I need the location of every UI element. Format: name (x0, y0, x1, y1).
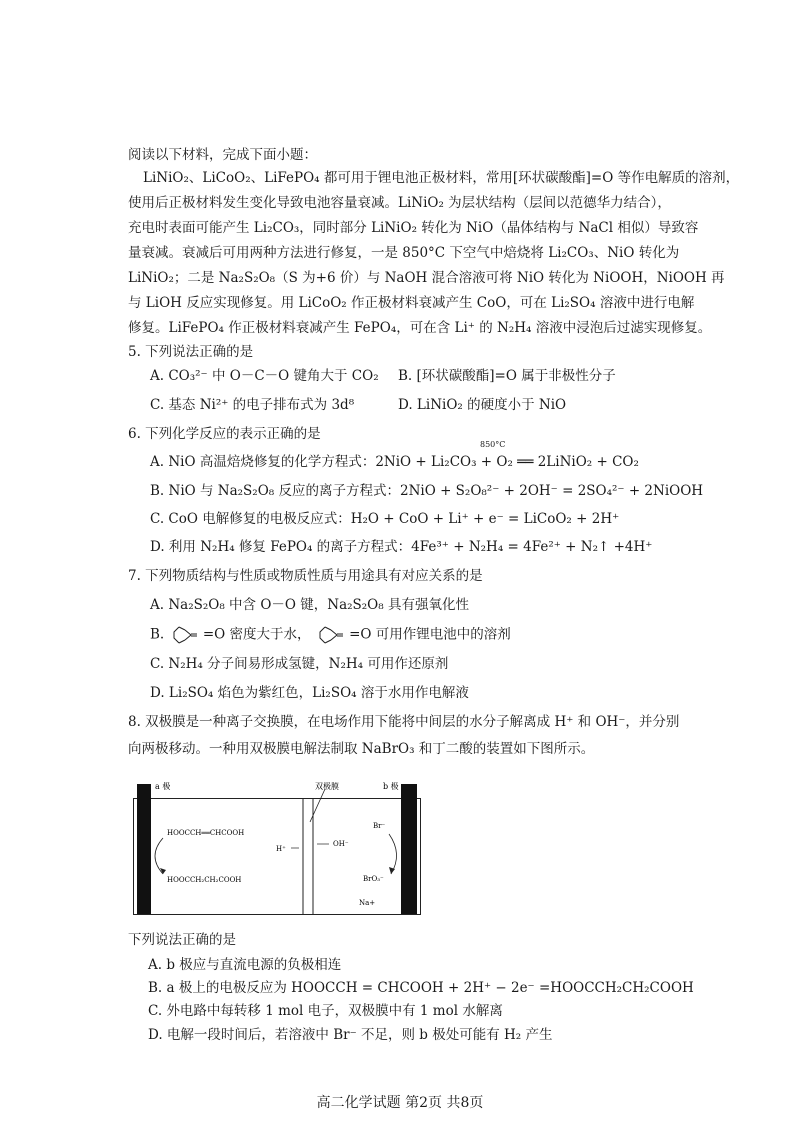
q6-option-d: D. 利用 N₂H₄ 修复 FePO₄ 的离子方程式：4Fe³⁺ + N₂H₄ = 4Fe²⁺ + N₂↑ +4H⁺ (150, 539, 653, 555)
bromate-label: BrO₃⁻ (363, 875, 384, 883)
bromide-label: Br⁻ (373, 822, 386, 830)
q5-option-c: C. 基态 Ni²⁺ 的电子排布式为 3d⁸ (150, 397, 355, 413)
q7-option-b-part1: =O 密度大于水， (202, 626, 311, 643)
a-electrode (137, 784, 151, 914)
question-8-stem-line-2: 向两极移动。一种用双极膜电解法制取 NaBrO₃ 和丁二酸的装置如下图所示。 (128, 741, 595, 757)
q6-option-c: C. CoO 电解修复的电极反应式：H₂O + CoO + Li⁺ + e⁻ = LiCoO₂ + 2H⁺ (150, 511, 620, 527)
q5-option-b: B. [环状碳酸酯]=O 属于非极性分子 (398, 368, 616, 384)
material-line-2: 使用后正极材料发生变化导致电池容量衰减。LiNiO₂ 为层状结构（层间以范德华力结合）， (128, 195, 671, 211)
q6-option-b: B. NiO 与 Na₂S₂O₈ 反应的离子方程式：2NiO + S₂O₈²⁻ + 2OH⁻ = 2SO₄²⁻ + 2NiOOH (150, 483, 704, 499)
b-electrode (401, 784, 417, 914)
q5-option-d: D. LiNiO₂ 的硬度小于 NiO (398, 397, 567, 413)
material-line-4: 量衰减。衰减后可用两种方法进行修复，一是 850°C 下空气中焙烧将 Li₂CO₃、NiO 转化为 (128, 245, 680, 261)
sodium-ion-label: Na+ (359, 899, 376, 907)
succinic-acid-label: HOOCCH₂CH₂COOH (167, 876, 242, 884)
fumaric-acid-label: HOOCCH══CHCOOH (167, 829, 245, 837)
q6-option-a: A. NiO 高温焙烧修复的化学方程式：2NiO + Li₂CO₃ + O₂ ══ 2LiNiO₂ + CO₂ (150, 454, 639, 470)
a-electrode-label: a 极 (155, 782, 171, 791)
question-5-stem: 5. 下列说法正确的是 (128, 344, 254, 360)
q8-option-a: A. b 极应与直流电源的负极相连 (148, 957, 342, 973)
page-footer: 高二化学试题 第2页 共8页 (316, 1095, 484, 1111)
intro-text: 阅读以下材料，完成下面小题： (128, 147, 317, 163)
q5-option-a: A. CO₃²⁻ 中 O－C－O 键角大于 CO₂ (150, 368, 379, 384)
question-7-stem: 7. 下列物质结构与性质或物质性质与用途具有对应关系的是 (128, 568, 483, 584)
material-line-5: LiNiO₂；二是 Na₂S₂O₈（S 为+6 价）与 NaOH 混合溶液可将 NiO 转化为 NiOOH，NiOOH 再 (128, 270, 725, 286)
question-8-stem-line-1: 8. 双极膜是一种离子交换膜，在电场作用下能将中间层的水分子解离成 H⁺ 和 OH⁻，并分别 (128, 714, 680, 730)
oh-minus-label: OH⁻ (333, 840, 349, 848)
cyclic-carbonate-icon (171, 624, 197, 646)
material-line-6: 与 LiOH 反应实现修复。用 LiCoO₂ 作正极材料衰减产生 CoO，可在 Li₂SO₄ 溶液中进行电解 (128, 295, 695, 311)
q7-option-a: A. Na₂S₂O₈ 中含 O－O 键，Na₂S₂O₈ 具有强氧化性 (150, 597, 469, 613)
q8-option-b: B. a 极上的电极反应为 HOOCCH = CHCOOH + 2H⁺ − 2e⁻ =HOOCCH₂CH₂COOH (148, 980, 694, 996)
q7-option-b (150, 624, 511, 646)
b-electrode-label: b 极 (383, 782, 399, 791)
question-6-stem: 6. 下列化学反应的表示正确的是 (128, 426, 321, 442)
q7-option-d: D. Li₂SO₄ 焰色为紫红色，Li₂SO₄ 溶于水用作电解液 (150, 685, 469, 701)
material-line-3: 充电时表面可能产生 Li₂CO₃，同时部分 LiNiO₂ 转化为 NiO（晶体结构与 NaCl 相似）导致容 (128, 220, 699, 236)
q8-option-c: C. 外电路中每转移 1 mol 电子，双极膜中有 1 mol 水解离 (148, 1003, 503, 1019)
h-plus-label: H⁺ (276, 845, 286, 853)
material-line-7: 修复。LiFePO₄ 作正极材料衰减产生 FePO₄，可在含 Li⁺ 的 N₂H₄ 溶液中浸泡后过滤实现修复。 (128, 320, 712, 336)
membrane-label: 双极膜 (315, 782, 339, 791)
q8-option-d: D. 电解一段时间后，若溶液中 Br⁻ 不足，则 b 极处可能有 H₂ 产生 (148, 1027, 553, 1043)
q7-option-b-letter: B. (150, 626, 165, 643)
cyclic-carbonate-icon (317, 624, 343, 646)
material-line-1: LiNiO₂、LiCoO₂、LiFePO₄ 都可用于锂电池正极材料，常用[环状碳酸酯]=O 等作电解质的溶剂， (143, 170, 740, 186)
q6-a-condition: 850°C (480, 440, 506, 449)
question-8-prompt: 下列说法正确的是 (128, 932, 236, 948)
q7-option-c: C. N₂H₄ 分子间易形成氢键，N₂H₄ 可用作还原剂 (150, 656, 449, 672)
q7-option-b-part2: =O 可用作锂电池中的溶剂 (349, 626, 511, 643)
electrolysis-diagram (133, 778, 421, 915)
